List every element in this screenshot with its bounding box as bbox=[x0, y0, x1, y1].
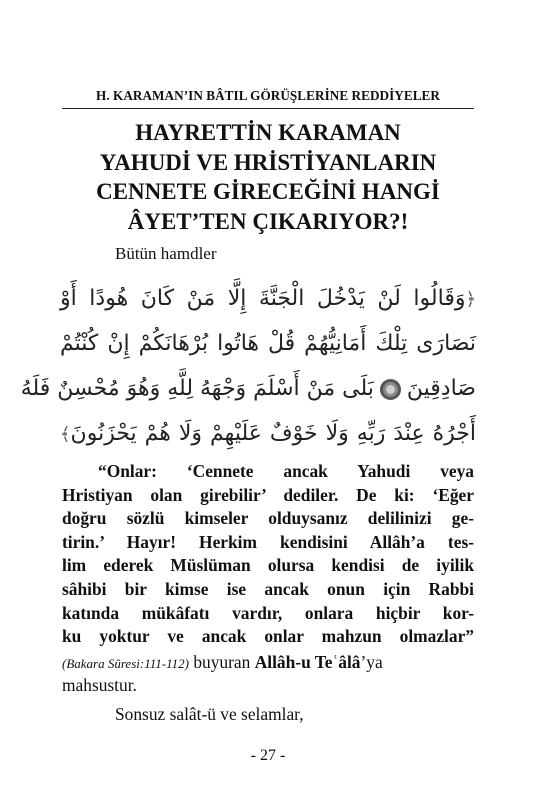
opening-line: Bütün hamdler bbox=[115, 244, 217, 263]
source-text: buyuran bbox=[193, 652, 251, 672]
section-title bbox=[62, 118, 474, 236]
verse-line: نَصَارَى تِلْكَ أَمَانِيُّهُمْ قُلْ هَاتُوا بُرْهَانَكُمْ إِنْ كُنْتُمْ bbox=[60, 331, 476, 356]
translation-line: lim ederek Müslüman olursa kendisi de iyilik bbox=[62, 555, 474, 576]
verse-text: بَلَى مَنْ أَسْلَمَ وَجْهَهُ لِلَّهِ وَهُوَ مُحْسِنٌ فَلَهُ bbox=[20, 376, 374, 401]
title-line: YAHUDİ VE HRİSTİYANLARIN bbox=[99, 149, 437, 175]
translation-line: tirin.’ Hayır! Herkim kendisini Allâh’a tes- bbox=[62, 531, 474, 552]
verse-text: صَادِقِينَ bbox=[406, 376, 476, 401]
verse-close-ornament: ﴾ bbox=[60, 424, 71, 445]
verse-text: أَجْرُهُ عِنْدَ رَبِّهِ وَلَا خَوْفٌ عَلَيْهِمْ وَلَا هُمْ يَحْزَنُونَ bbox=[70, 421, 476, 446]
translation-line: Hristiyan olan girebilir’ dediler. De ki: ‘Eğer bbox=[62, 484, 474, 505]
ayah-end-marker-icon bbox=[380, 379, 401, 400]
page-number: - 27 - bbox=[250, 747, 286, 764]
title-line: CENNETE GİRECEĞİNİ HANGİ bbox=[96, 179, 440, 204]
translation-line: sâhibi bir kimse ise ancak onun için Rabbi bbox=[62, 578, 474, 599]
verse-line bbox=[60, 276, 476, 321]
title-line: ÂYET’TEN ÇIKARIYOR?! bbox=[127, 208, 409, 234]
divine-name: Allâh-u Teʿâlâ bbox=[254, 652, 361, 672]
source-suffix: ’ya bbox=[360, 652, 383, 672]
verse-text: وَقَالُوا لَنْ يَدْخُلَ الْجَنَّةَ إِلَّا مَنْ كَانَ هُودًا أَوْ bbox=[60, 286, 466, 311]
translation-line: doğru sözlü kimseler olduysanız delilinizi ge- bbox=[62, 508, 474, 529]
verse-line bbox=[60, 411, 476, 456]
arabic-verse bbox=[20, 276, 476, 456]
verse-translation bbox=[62, 460, 474, 649]
verse-open-ornament: ﴿ bbox=[465, 289, 476, 310]
closing-line: Sonsuz salât-ü ve selamlar, bbox=[115, 704, 304, 724]
source-line bbox=[62, 651, 474, 675]
surah-reference: (Bakara Sûresi:111-112) bbox=[62, 656, 189, 671]
title-line: HAYRETTİN KARAMAN bbox=[135, 120, 401, 145]
body-text: mahsustur. bbox=[62, 675, 137, 695]
header-divider bbox=[62, 108, 474, 109]
translation-line: ku yoktur ve ancak onlar mahzun olmazlar” bbox=[62, 626, 474, 647]
running-header: H. KARAMAN’IN BÂTIL GÖRÜŞLERİNE REDDİYELER bbox=[96, 88, 440, 103]
translation-line: “Onlar: ‘Cennete ancak Yahudi veya bbox=[98, 461, 474, 481]
translation-line: katında mükâfatı vardır, onlara hiçbir kor- bbox=[62, 602, 474, 623]
verse-line bbox=[20, 366, 476, 411]
